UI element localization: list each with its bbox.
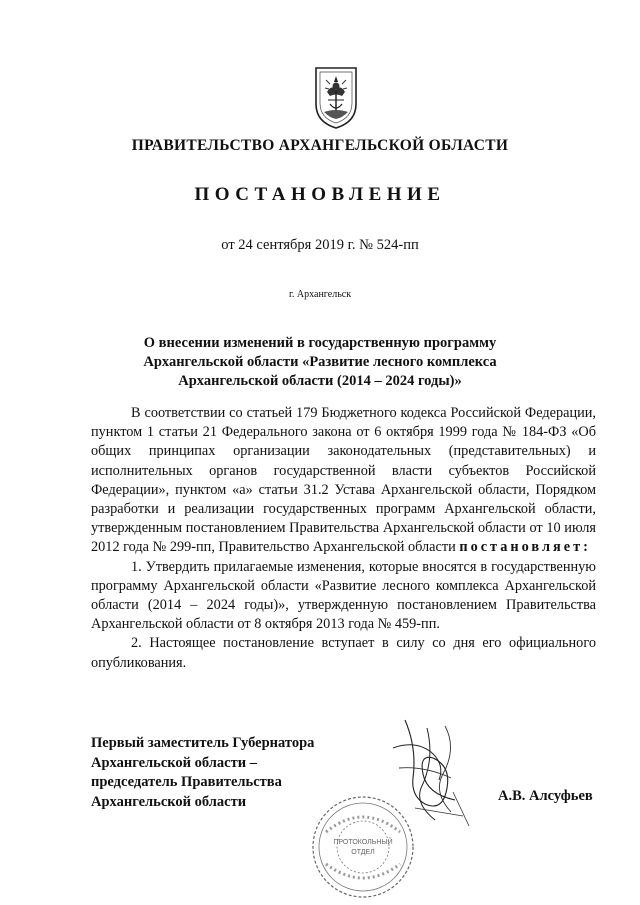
document-type-heading: ПОСТАНОВЛЕНИЕ xyxy=(194,184,446,205)
subject-line: О внесении изменений в государственную программу xyxy=(143,335,497,351)
signer-position xyxy=(91,734,314,812)
preamble-paragraph xyxy=(91,404,596,558)
signer-position-line: Архангельской области – xyxy=(91,754,257,771)
resolves-colon: : xyxy=(583,539,591,556)
signer-name: А.В. Алсуфьев xyxy=(498,788,593,804)
preamble-text: В соответствии со статьей 179 Бюджетного кодекса Российской Федерации, пунктом 1 статьи 21 Федерального закона от 6 октября 1999 года № 184-ФЗ «Об общих принципах организации законодательных (представительных) и исполнительных органов государственной власти субъектов Российской Федерации», пунктом «а» статьи 31.2 Устава Архангельской области, Порядком разработки и реализации государственных программ Архангельской области, утвержденным постановлением Правительства Архангельской области от 10 июля 2012 года № 299-пп, Правительство Архангельской области xyxy=(91,405,596,556)
resolution-item-2: 2. Настоящее постановление вступает в силу со дня его официального опубликования. xyxy=(91,635,596,671)
document-city: г. Архангельск xyxy=(288,289,352,300)
document-body xyxy=(91,404,596,673)
organization-title: ПРАВИТЕЛЬСТВО АРХАНГЕЛЬСКОЙ ОБЛАСТИ xyxy=(131,137,509,154)
svg-text:ПРОТОКОЛЬНЫЙ: ПРОТОКОЛЬНЫЙ xyxy=(333,839,393,846)
resolution-item-1: 1. Утвердить прилагаемые изменения, которые вносятся в государственную программу Архангельской области «Развитие лесного комплекса Архангельской области (2014 – 2024 годы)», утвержденную постановлением Правительства Архангельской области от 8 октября 2013 года № 459-пп. xyxy=(91,558,596,633)
subject-line: Архангельской области (2014 – 2024 годы)» xyxy=(178,373,462,389)
coat-of-arms-emblem xyxy=(312,64,360,130)
signer-position-line: Архангельской области xyxy=(91,793,247,810)
signer-position-line: Первый заместитель Губернатора xyxy=(91,735,315,751)
signer-position-line: председатель Правительства xyxy=(91,774,282,790)
official-stamp xyxy=(308,792,418,902)
document-subject xyxy=(100,334,540,391)
document-date-number: от 24 сентября 2019 г. № 524-пп xyxy=(221,237,419,253)
subject-line: Архангельской области «Развитие лесного комплекса xyxy=(143,354,497,370)
resolves-word: постановляет xyxy=(459,539,584,556)
svg-text:ОТДЕЛ: ОТДЕЛ xyxy=(351,849,375,856)
